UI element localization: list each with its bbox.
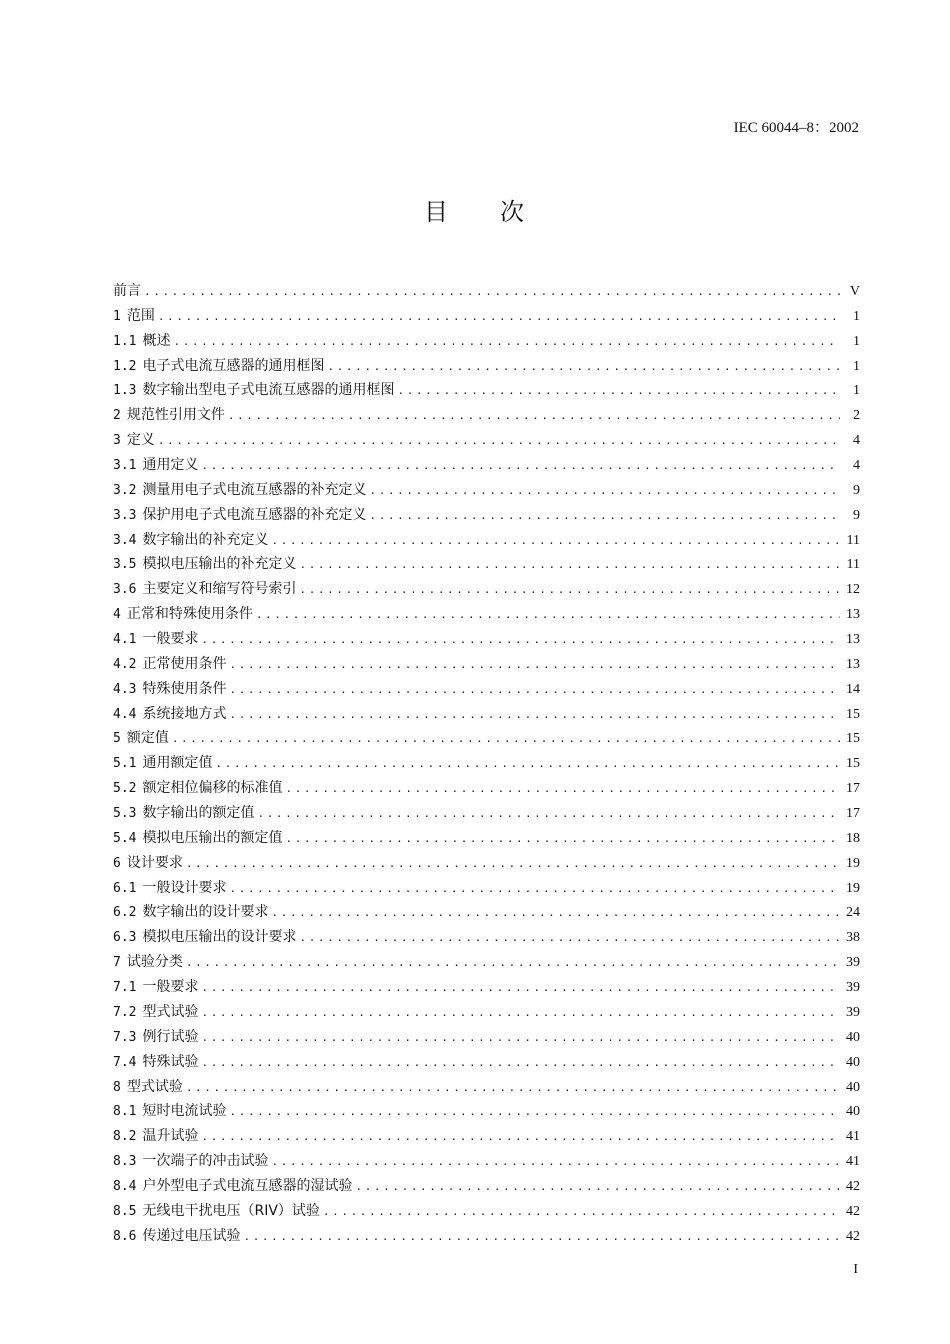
toc-entry-page: 13	[846, 632, 860, 648]
toc-entry[interactable]	[113, 1174, 860, 1199]
toc-entry-number: 3.1	[113, 458, 137, 474]
toc-entry-title: 一般要求	[142, 631, 199, 648]
toc-dot-leader	[243, 1225, 840, 1250]
toc-dot-leader	[172, 727, 840, 752]
toc-entry-number: 7.3	[113, 1029, 137, 1045]
toc-entry-page: 11	[846, 557, 860, 573]
toc-entry[interactable]	[113, 801, 860, 826]
toc-entry-number: 6.2	[113, 905, 137, 921]
toc-entry[interactable]	[113, 975, 860, 1000]
toc-entry-number: 7.4	[113, 1054, 137, 1070]
toc-dot-leader	[186, 1076, 840, 1101]
toc-entry-number: 3.3	[113, 507, 137, 523]
toc-entry[interactable]	[113, 1224, 860, 1249]
toc-entry-title: 范围	[126, 307, 155, 324]
toc-entry-page: 9	[853, 507, 860, 523]
toc-entry-number: 3.4	[113, 532, 137, 548]
toc-entry-title: 通用定义	[142, 457, 199, 474]
toc-entry-number: 8.3	[113, 1154, 137, 1170]
toc-entry-number: 6.3	[113, 930, 137, 946]
toc-entry[interactable]	[113, 279, 860, 304]
toc-entry-page: 39	[846, 980, 860, 996]
toc-entry-number: 8.5	[113, 1203, 137, 1219]
toc-entry-page: 24	[846, 905, 860, 921]
table-of-contents	[113, 279, 860, 1249]
toc-entry-number: 2	[113, 408, 121, 424]
toc-entry-title: 额定值	[126, 730, 169, 747]
toc-dot-leader	[201, 1051, 840, 1076]
toc-entry-number: 6	[113, 855, 121, 871]
toc-dot-leader	[323, 1200, 840, 1225]
toc-entry-page: 40	[846, 1054, 860, 1070]
toc-entry-number: 7.2	[113, 1004, 137, 1020]
toc-dot-leader	[228, 404, 840, 429]
toc-entry-number: 3.2	[113, 482, 137, 498]
toc-entry-page: 4	[853, 433, 860, 449]
toc-entry-title: 数字输出的额定值	[142, 805, 255, 822]
toc-entry[interactable]	[113, 354, 860, 379]
toc-dot-leader	[229, 703, 840, 728]
toc-dot-leader	[158, 305, 840, 330]
toc-entry-title: 例行试验	[142, 1028, 199, 1045]
toc-entry-page: 14	[846, 681, 860, 697]
toc-dot-leader	[271, 901, 840, 926]
toc-entry-page: 40	[846, 1079, 860, 1095]
toc-entry-page: 39	[846, 955, 860, 971]
toc-entry-title: 模拟电压输出的额定值	[142, 829, 283, 846]
toc-entry-page: 15	[846, 731, 860, 747]
page-title-char-2: 次	[500, 198, 526, 226]
toc-dot-leader	[271, 1150, 840, 1175]
toc-entry[interactable]	[113, 1199, 860, 1224]
standard-code: IEC 60044–8：2002	[733, 120, 859, 136]
toc-entry-title: 电子式电流互感器的通用框图	[142, 357, 325, 374]
toc-entry-title: 正常使用条件	[142, 655, 227, 672]
toc-entry[interactable]	[113, 403, 860, 428]
toc-entry[interactable]	[113, 776, 860, 801]
toc-entry-title: 特殊使用条件	[142, 680, 227, 697]
toc-entry[interactable]	[113, 428, 860, 453]
toc-entry[interactable]	[113, 652, 860, 677]
toc-entry-page: 39	[846, 1004, 860, 1020]
toc-entry[interactable]	[113, 1149, 860, 1174]
toc-entry-page: 17	[846, 781, 860, 797]
toc-entry[interactable]	[113, 503, 860, 528]
toc-entry-number: 4.2	[113, 656, 137, 672]
toc-dot-leader	[201, 1001, 840, 1026]
toc-dot-leader	[186, 852, 840, 877]
toc-entry[interactable]	[113, 1025, 860, 1050]
toc-entry-number: 1.2	[113, 358, 137, 374]
toc-entry-number: 4	[113, 607, 121, 623]
toc-entry-page: 18	[846, 830, 860, 846]
toc-dot-leader	[285, 827, 840, 852]
toc-dot-leader	[229, 653, 840, 678]
toc-dot-leader	[201, 1125, 840, 1150]
toc-entry-title: 型式试验	[126, 1078, 183, 1095]
toc-dot-leader	[158, 429, 840, 454]
toc-entry[interactable]	[113, 329, 860, 354]
toc-entry-title: 定义	[126, 432, 155, 449]
toc-entry-number: 1	[113, 308, 121, 324]
toc-entry-title: 模拟电压输出的设计要求	[142, 929, 297, 946]
toc-entry-title: 无线电干扰电压（RIV）试验	[142, 1202, 320, 1219]
toc-entry-page: 41	[846, 1129, 860, 1145]
toc-entry[interactable]	[113, 528, 860, 553]
toc-dot-leader	[229, 678, 840, 703]
toc-entry-page: V	[849, 284, 860, 299]
toc-dot-leader	[256, 603, 840, 628]
toc-entry-title: 通用额定值	[142, 755, 213, 772]
toc-dot-leader	[327, 355, 840, 380]
toc-entry-title: 前言	[113, 283, 141, 299]
toc-dot-leader	[271, 529, 840, 554]
toc-entry-title: 数字输出的设计要求	[142, 904, 269, 921]
toc-entry-page: 15	[846, 756, 860, 772]
toc-entry-title: 试验分类	[126, 954, 183, 971]
toc-entry-title: 数字输出的补充定义	[142, 531, 269, 548]
toc-entry-title: 一次端子的冲击试验	[142, 1153, 269, 1170]
toc-entry[interactable]	[113, 925, 860, 950]
toc-entry-title: 正常和特殊使用条件	[126, 606, 253, 623]
toc-entry[interactable]	[113, 627, 860, 652]
toc-entry[interactable]	[113, 478, 860, 503]
toc-entry[interactable]	[113, 876, 860, 901]
page-title	[0, 192, 950, 227]
toc-entry[interactable]	[113, 826, 860, 851]
toc-entry-title: 主要定义和缩写符号索引	[142, 581, 297, 598]
toc-entry[interactable]	[113, 900, 860, 925]
toc-entry-number: 8	[113, 1079, 121, 1095]
toc-entry-page: 13	[846, 656, 860, 672]
toc-dot-leader	[299, 578, 840, 603]
toc-entry-page: 13	[846, 607, 860, 623]
toc-entry-page: 12	[846, 582, 860, 598]
toc-entry[interactable]	[113, 304, 860, 329]
toc-entry[interactable]	[113, 702, 860, 727]
page-title-char-1: 目	[424, 198, 450, 226]
toc-entry[interactable]	[113, 751, 860, 776]
toc-entry-page: 15	[846, 706, 860, 722]
toc-entry[interactable]	[113, 950, 860, 975]
toc-entry-number: 5.2	[113, 781, 137, 797]
toc-entry-page: 42	[846, 1203, 860, 1219]
toc-entry-title: 短时电流试验	[142, 1103, 227, 1120]
page-number: I	[853, 1262, 858, 1277]
toc-entry-page: 38	[846, 930, 860, 946]
toc-dot-leader	[299, 553, 840, 578]
toc-dot-leader	[201, 1026, 840, 1051]
toc-dot-leader	[229, 1100, 840, 1125]
toc-dot-leader	[299, 926, 840, 951]
toc-entry-number: 8.2	[113, 1129, 137, 1145]
toc-entry[interactable]	[113, 577, 860, 602]
toc-entry-number: 5	[113, 731, 121, 747]
toc-dot-leader	[397, 379, 840, 404]
toc-entry-page: 40	[846, 1104, 860, 1120]
toc-entry-number: 5.4	[113, 830, 137, 846]
toc-dot-leader	[369, 504, 840, 529]
toc-entry-title: 设计要求	[126, 854, 183, 871]
toc-dot-leader	[215, 752, 840, 777]
toc-entry-number: 8.1	[113, 1104, 137, 1120]
toc-entry[interactable]	[113, 1075, 860, 1100]
toc-entry-page: 1	[853, 333, 860, 349]
toc-dot-leader	[369, 479, 840, 504]
toc-entry-title: 数字输出型电子式电流互感器的通用框图	[142, 382, 395, 399]
toc-entry-title: 户外型电子式电流互感器的湿试验	[142, 1177, 353, 1194]
toc-entry-title: 测量用电子式电流互感器的补充定义	[142, 481, 367, 498]
toc-entry-title: 概述	[142, 332, 171, 349]
toc-entry[interactable]	[113, 1050, 860, 1075]
toc-entry-number: 5.3	[113, 806, 137, 822]
toc-entry[interactable]	[113, 1099, 860, 1124]
toc-entry-page: 2	[853, 408, 860, 424]
toc-entry-page: 4	[853, 458, 860, 474]
toc-entry-number: 4.4	[113, 706, 137, 722]
toc-entry-number: 4.1	[113, 632, 137, 648]
toc-entry-page: 19	[846, 880, 860, 896]
toc-entry-page: 1	[853, 383, 860, 399]
toc-dot-leader	[229, 877, 840, 902]
toc-entry-number: 1.1	[113, 333, 137, 349]
toc-entry-page: 1	[853, 358, 860, 374]
toc-entry-number: 3	[113, 433, 121, 449]
toc-entry-title: 额定相位偏移的标准值	[142, 780, 283, 797]
toc-entry-number: 7	[113, 955, 121, 971]
toc-entry[interactable]	[113, 453, 860, 478]
toc-entry[interactable]	[113, 552, 860, 577]
toc-entry-title: 温升试验	[142, 1128, 199, 1145]
toc-dot-leader	[285, 777, 840, 802]
toc-entry-title: 规范性引用文件	[126, 407, 225, 424]
toc-entry-number: 6.1	[113, 880, 137, 896]
toc-dot-leader	[257, 802, 840, 827]
toc-entry[interactable]	[113, 1124, 860, 1149]
toc-entry-title: 传递过电压试验	[142, 1227, 241, 1244]
toc-entry-title: 保护用电子式电流互感器的补充定义	[142, 506, 367, 523]
toc-dot-leader	[355, 1175, 840, 1200]
toc-entry-title: 模拟电压输出的补充定义	[142, 556, 297, 573]
toc-entry-page: 11	[846, 532, 860, 548]
toc-entry-page: 42	[846, 1178, 860, 1194]
toc-entry[interactable]	[113, 677, 860, 702]
toc-dot-leader	[201, 976, 840, 1001]
toc-entry-number: 3.5	[113, 557, 137, 573]
toc-entry-page: 17	[846, 806, 860, 822]
toc-dot-leader	[144, 280, 840, 305]
toc-entry-page: 1	[853, 308, 860, 324]
toc-entry[interactable]	[113, 851, 860, 876]
toc-entry-number: 8.6	[113, 1228, 137, 1244]
toc-entry-page: 40	[846, 1029, 860, 1045]
toc-entry-number: 5.1	[113, 756, 137, 772]
toc-entry-title: 一般要求	[142, 979, 199, 996]
toc-dot-leader	[186, 951, 840, 976]
toc-dot-leader	[201, 454, 840, 479]
toc-entry-page: 19	[846, 855, 860, 871]
toc-entry-title: 型式试验	[142, 1003, 199, 1020]
toc-entry[interactable]	[113, 378, 860, 403]
toc-entry[interactable]	[113, 602, 860, 627]
toc-entry-page: 41	[846, 1154, 860, 1170]
toc-entry-title: 一般设计要求	[142, 879, 227, 896]
toc-dot-leader	[173, 330, 840, 355]
toc-entry-number: 3.6	[113, 582, 137, 598]
toc-entry[interactable]	[113, 1000, 860, 1025]
toc-entry-page: 42	[846, 1228, 860, 1244]
toc-entry-number: 8.4	[113, 1178, 137, 1194]
toc-entry[interactable]	[113, 726, 860, 751]
toc-dot-leader	[201, 628, 840, 653]
toc-entry-title: 特殊试验	[142, 1053, 199, 1070]
toc-entry-number: 7.1	[113, 980, 137, 996]
toc-entry-title: 系统接地方式	[142, 705, 227, 722]
toc-entry-number: 1.3	[113, 383, 137, 399]
toc-entry-number: 4.3	[113, 681, 137, 697]
toc-entry-page: 9	[853, 482, 860, 498]
